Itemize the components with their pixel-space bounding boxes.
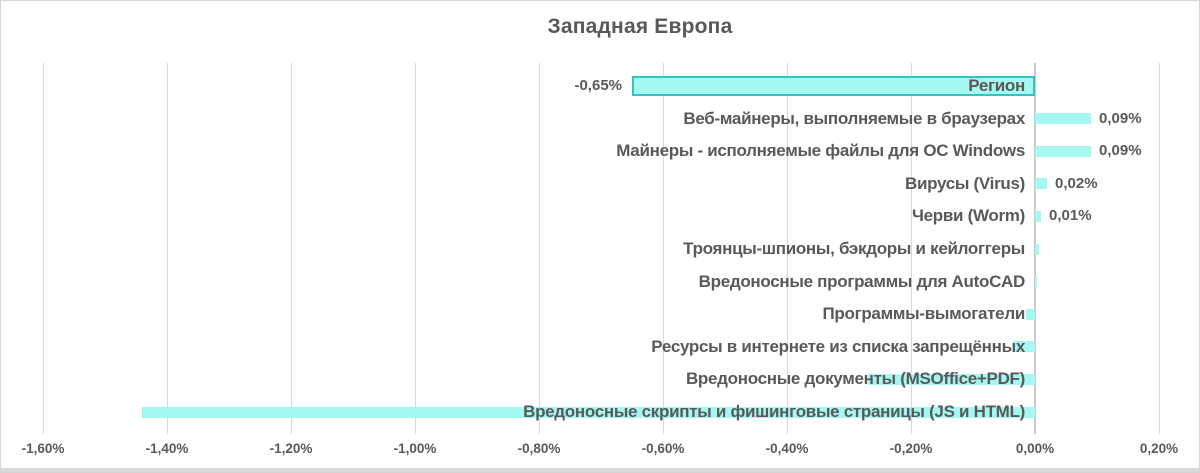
x-tick-label: -1,20%	[269, 441, 313, 456]
value-label: 0,01%	[1049, 207, 1092, 224]
x-tick-label: 0,20%	[1139, 441, 1179, 456]
x-tick-label: -0,60%	[641, 441, 685, 456]
x-tick-label: -1,00%	[393, 441, 437, 456]
bar	[1035, 276, 1037, 287]
bar	[1026, 309, 1035, 320]
bar	[1035, 113, 1091, 124]
category-label: Вредоносные скрипты и фишинговые страницы (JS и HTML)	[523, 402, 1025, 421]
chart-title: Западная Европа	[547, 15, 733, 38]
category-label: Программы-вымогатели	[822, 304, 1025, 323]
category-label: Регион	[968, 76, 1025, 95]
category-label: Веб-майнеры, выполняемые в браузерах	[683, 109, 1025, 128]
x-tick-label: -0,40%	[765, 441, 809, 456]
gridline	[43, 63, 44, 434]
category-label: Вредоносные документы (MSOffice+PDF)	[685, 369, 1025, 388]
category-label: Майнеры - исполняемые файлы для ОС Windows	[616, 141, 1025, 160]
gridline	[1159, 63, 1160, 434]
category-label: Вирусы (Virus)	[905, 174, 1025, 193]
gridline	[539, 63, 540, 434]
bar	[1035, 211, 1041, 222]
x-tick-label: -0,80%	[517, 441, 561, 456]
x-tick-label: -1,40%	[145, 441, 189, 456]
category-label: Троянцы-шпионы, бэкдоры и кейлоггеры	[683, 239, 1025, 258]
gridline	[415, 63, 416, 434]
x-tick-label: -0,20%	[889, 441, 933, 456]
bar	[1035, 146, 1091, 157]
value-label: -0,65%	[574, 77, 622, 94]
chart-bottom-border	[1, 468, 1199, 472]
gridline	[167, 63, 168, 434]
category-label: Вредоносные программы для AutoCAD	[698, 272, 1025, 291]
category-label: Черви (Worm)	[912, 206, 1025, 225]
value-label: 0,09%	[1099, 142, 1142, 159]
bar	[1035, 178, 1047, 189]
value-label: 0,09%	[1099, 110, 1142, 127]
gridline	[663, 63, 664, 434]
x-tick-label: -1,60%	[21, 441, 65, 456]
value-label: 0,02%	[1055, 175, 1098, 192]
bar	[1035, 244, 1039, 255]
gridline	[291, 63, 292, 434]
x-tick-label: 0,00%	[1015, 441, 1055, 456]
category-label: Ресурсы в интернете из списка запрещённых	[651, 337, 1025, 356]
